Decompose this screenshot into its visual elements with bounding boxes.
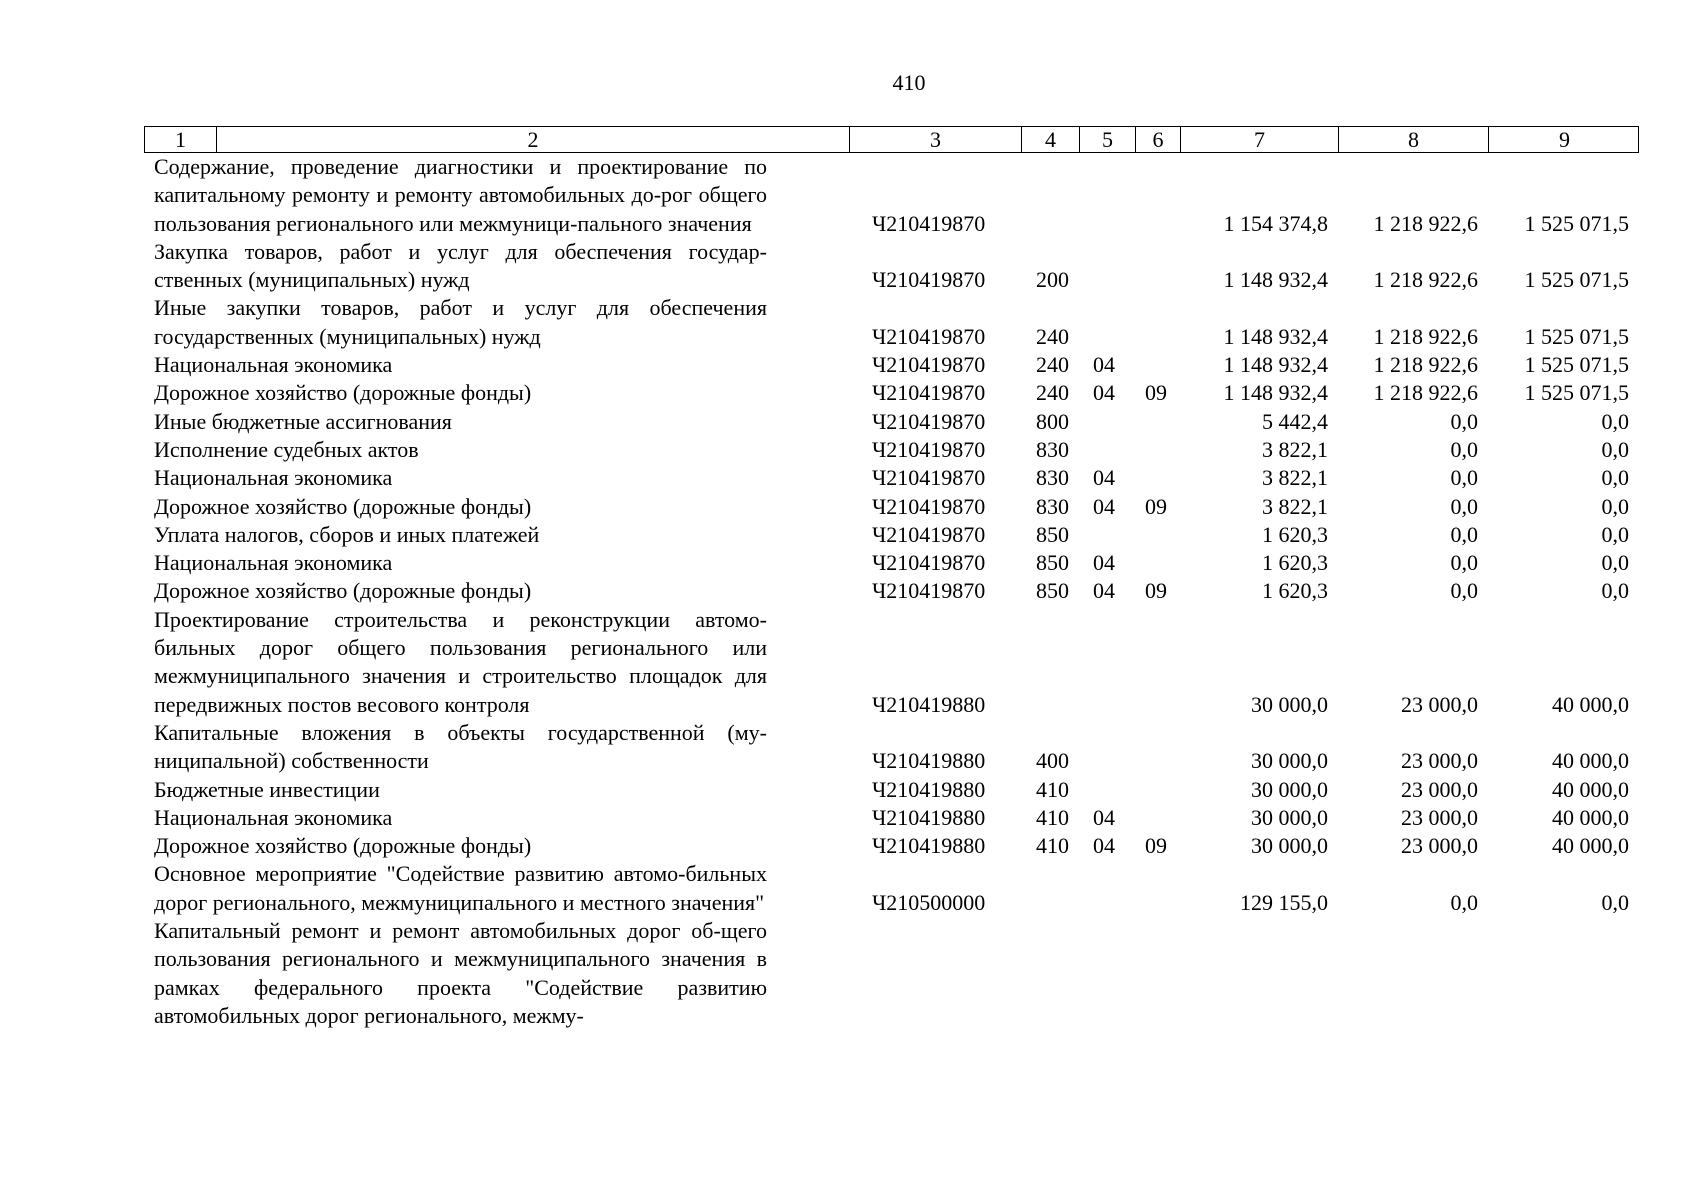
table-row (144, 832, 1639, 860)
row-value-col8: 0,0 (1450, 465, 1478, 491)
row-target-code: Ч210419870 (872, 210, 986, 236)
row-section: 04 (1093, 493, 1115, 519)
header-col-6: 6 (1136, 127, 1181, 152)
row-value-col9: 1 525 071,5 (1524, 323, 1629, 349)
row-name: Проектирование строительства и реконструкции автомо-бильных дорог общего пользования регионального или межмуниципального значения и строительство площадок для передвижных постов весового контроля (154, 606, 767, 717)
header-col-3: 3 (850, 127, 1022, 152)
row-subsection: 09 (1145, 578, 1167, 604)
table-row (144, 776, 1639, 804)
table-row (144, 577, 1639, 605)
header-col-7: 7 (1181, 127, 1339, 152)
row-value-col7: 30 000,0 (1251, 833, 1328, 859)
table-row (144, 351, 1639, 379)
table-row (144, 804, 1639, 832)
row-name: Капитальные вложения в объекты государственной (му-ниципальной) собственности (154, 719, 767, 774)
row-value-col8: 23 000,0 (1401, 833, 1478, 859)
row-expense-type: 410 (1036, 833, 1069, 859)
table-row (144, 493, 1639, 521)
row-value-col7: 129 155,0 (1240, 889, 1328, 915)
row-name: Дорожное хозяйство (дорожные фонды) (154, 493, 532, 519)
row-target-code: Ч210419870 (872, 267, 986, 293)
row-target-code: Ч210419870 (872, 436, 986, 462)
row-target-code: Ч210419870 (872, 380, 986, 406)
header-col-9: 9 (1559, 127, 1570, 152)
row-name: Закупка товаров, работ и услуг для обеспечения государ-ственных (муниципальных) нужд (154, 238, 767, 293)
row-section: 04 (1093, 352, 1115, 378)
table-row (144, 238, 1639, 295)
row-value-col7: 1 154 374,8 (1223, 210, 1328, 236)
table-row (144, 379, 1639, 407)
header-col-2: 2 (217, 127, 850, 152)
row-value-col8: 23 000,0 (1401, 776, 1478, 802)
table-row (144, 719, 1639, 776)
row-value-col7: 1 620,3 (1262, 550, 1328, 576)
table-row (144, 606, 1639, 719)
row-value-col8: 0,0 (1450, 521, 1478, 547)
row-value-col7: 1 148 932,4 (1223, 352, 1328, 378)
row-value-col9: 0,0 (1601, 465, 1629, 491)
row-value-col8: 1 218 922,6 (1373, 210, 1478, 236)
row-name: Национальная экономика (154, 804, 393, 830)
row-value-col8: 1 218 922,6 (1373, 352, 1478, 378)
row-value-col8: 0,0 (1450, 493, 1478, 519)
row-value-col9: 0,0 (1601, 408, 1629, 434)
row-target-code: Ч210419870 (872, 352, 986, 378)
row-expense-type: 850 (1036, 550, 1069, 576)
row-value-col8: 23 000,0 (1401, 691, 1478, 717)
row-section: 04 (1093, 578, 1115, 604)
row-target-code: Ч210419870 (872, 408, 986, 434)
row-value-col9: 0,0 (1601, 521, 1629, 547)
row-value-col8: 0,0 (1450, 889, 1478, 915)
row-value-col8: 0,0 (1450, 436, 1478, 462)
table-row (144, 436, 1639, 464)
row-expense-type: 830 (1036, 436, 1069, 462)
page-number: 410 (892, 70, 926, 95)
row-value-col9: 1 525 071,5 (1524, 210, 1629, 236)
row-target-code: Ч210419880 (872, 748, 986, 774)
row-expense-type: 200 (1036, 267, 1069, 293)
row-target-code: Ч210419870 (872, 493, 986, 519)
row-target-code: Ч210419870 (872, 578, 986, 604)
row-value-col9: 0,0 (1601, 578, 1629, 604)
row-target-code: Ч210419870 (872, 465, 986, 491)
row-value-col8: 0,0 (1450, 578, 1478, 604)
row-value-col7: 1 620,3 (1262, 521, 1328, 547)
budget-table (144, 126, 1639, 1030)
row-name: Иные бюджетные ассигнования (154, 408, 452, 434)
row-section: 04 (1093, 833, 1115, 859)
row-expense-type: 240 (1036, 352, 1069, 378)
table-header-row (144, 126, 1639, 153)
row-name: Национальная экономика (154, 352, 393, 378)
header-col-5: 5 (1080, 127, 1136, 152)
row-target-code: Ч210419880 (872, 833, 986, 859)
row-value-col7: 30 000,0 (1251, 748, 1328, 774)
row-value-col9: 40 000,0 (1552, 804, 1629, 830)
row-value-col8: 1 218 922,6 (1373, 267, 1478, 293)
table-row (144, 294, 1639, 351)
row-name: Иные закупки товаров, работ и услуг для обеспечения государственных (муниципальных) нужд (154, 295, 767, 349)
row-expense-type: 410 (1036, 804, 1069, 830)
row-subsection: 09 (1145, 380, 1167, 406)
table-row (144, 521, 1639, 549)
header-col-8: 8 (1339, 127, 1489, 152)
row-value-col7: 30 000,0 (1251, 691, 1328, 717)
row-value-col7: 1 148 932,4 (1223, 323, 1328, 349)
header-col-1: 1 (145, 127, 217, 152)
row-value-col9: 40 000,0 (1552, 776, 1629, 802)
row-value-col7: 1 148 932,4 (1223, 267, 1328, 293)
row-value-col9: 0,0 (1601, 436, 1629, 462)
row-name: Исполнение судебных актов (154, 436, 419, 462)
row-value-col9: 0,0 (1601, 889, 1629, 915)
row-value-col7: 3 822,1 (1262, 493, 1328, 519)
row-value-col9: 1 525 071,5 (1524, 352, 1629, 378)
row-value-col9: 40 000,0 (1552, 748, 1629, 774)
row-expense-type: 400 (1036, 748, 1069, 774)
row-expense-type: 830 (1036, 493, 1069, 519)
row-expense-type: 410 (1036, 776, 1069, 802)
table-body (144, 153, 1639, 1030)
header-col-4: 4 (1022, 127, 1080, 152)
row-value-col9: 0,0 (1601, 550, 1629, 576)
row-target-code: Ч210419870 (872, 323, 986, 349)
row-name: Дорожное хозяйство (дорожные фонды) (154, 380, 532, 406)
row-subsection: 09 (1145, 833, 1167, 859)
row-expense-type: 830 (1036, 465, 1069, 491)
row-value-col9: 1 525 071,5 (1524, 267, 1629, 293)
row-expense-type: 240 (1036, 323, 1069, 349)
row-expense-type: 800 (1036, 408, 1069, 434)
row-expense-type: 850 (1036, 521, 1069, 547)
row-name: Бюджетные инвестиции (154, 776, 380, 802)
row-name: Основное мероприятие "Содействие развитию автомо-бильных дорог регионального, межмуниципального и местного значения" (154, 861, 767, 915)
row-value-col8: 1 218 922,6 (1373, 380, 1478, 406)
row-value-col7: 5 442,4 (1262, 408, 1328, 434)
row-value-col9: 0,0 (1601, 493, 1629, 519)
table-row (144, 408, 1639, 436)
row-value-col7: 1 148 932,4 (1223, 380, 1328, 406)
row-section: 04 (1093, 550, 1115, 576)
row-value-col9: 40 000,0 (1552, 833, 1629, 859)
row-target-code: Ч210419870 (872, 521, 986, 547)
row-target-code: Ч210500000 (872, 889, 986, 915)
table-row (144, 917, 1639, 1030)
row-name: Национальная экономика (154, 550, 393, 576)
row-value-col7: 1 620,3 (1262, 578, 1328, 604)
row-name: Национальная экономика (154, 465, 393, 491)
row-expense-type: 850 (1036, 578, 1069, 604)
row-name: Дорожное хозяйство (дорожные фонды) (154, 833, 532, 859)
table-row (144, 464, 1639, 492)
row-target-code: Ч210419870 (872, 550, 986, 576)
row-value-col8: 23 000,0 (1401, 748, 1478, 774)
row-name: Содержание, проведение диагностики и проектирование по капитальному ремонту и ремонту автомобильных до-рог общего пользования регионального или межмуници-пального значения (154, 154, 767, 236)
row-section: 04 (1093, 380, 1115, 406)
row-target-code: Ч210419880 (872, 804, 986, 830)
row-value-col9: 1 525 071,5 (1524, 380, 1629, 406)
row-value-col8: 1 218 922,6 (1373, 323, 1478, 349)
table-row (144, 860, 1639, 917)
table-row (144, 549, 1639, 577)
row-name: Капитальный ремонт и ремонт автомобильных дорог об-щего пользования регионального и межмуниципального значения в рамках федерального проекта "Содействие развитию автомобильных дорог регионального, межму- (154, 918, 767, 1028)
row-target-code: Ч210419880 (872, 691, 986, 717)
row-name: Уплата налогов, сборов и иных платежей (154, 521, 540, 547)
row-value-col8: 23 000,0 (1401, 804, 1478, 830)
row-section: 04 (1093, 804, 1115, 830)
table-row (144, 153, 1639, 238)
row-value-col7: 3 822,1 (1262, 465, 1328, 491)
row-name: Дорожное хозяйство (дорожные фонды) (154, 578, 532, 604)
row-subsection: 09 (1145, 493, 1167, 519)
row-value-col7: 30 000,0 (1251, 804, 1328, 830)
row-value-col9: 40 000,0 (1552, 691, 1629, 717)
row-value-col8: 0,0 (1450, 550, 1478, 576)
row-expense-type: 240 (1036, 380, 1069, 406)
row-target-code: Ч210419880 (872, 776, 986, 802)
row-section: 04 (1093, 465, 1115, 491)
row-value-col7: 30 000,0 (1251, 776, 1328, 802)
row-value-col7: 3 822,1 (1262, 436, 1328, 462)
row-value-col8: 0,0 (1450, 408, 1478, 434)
